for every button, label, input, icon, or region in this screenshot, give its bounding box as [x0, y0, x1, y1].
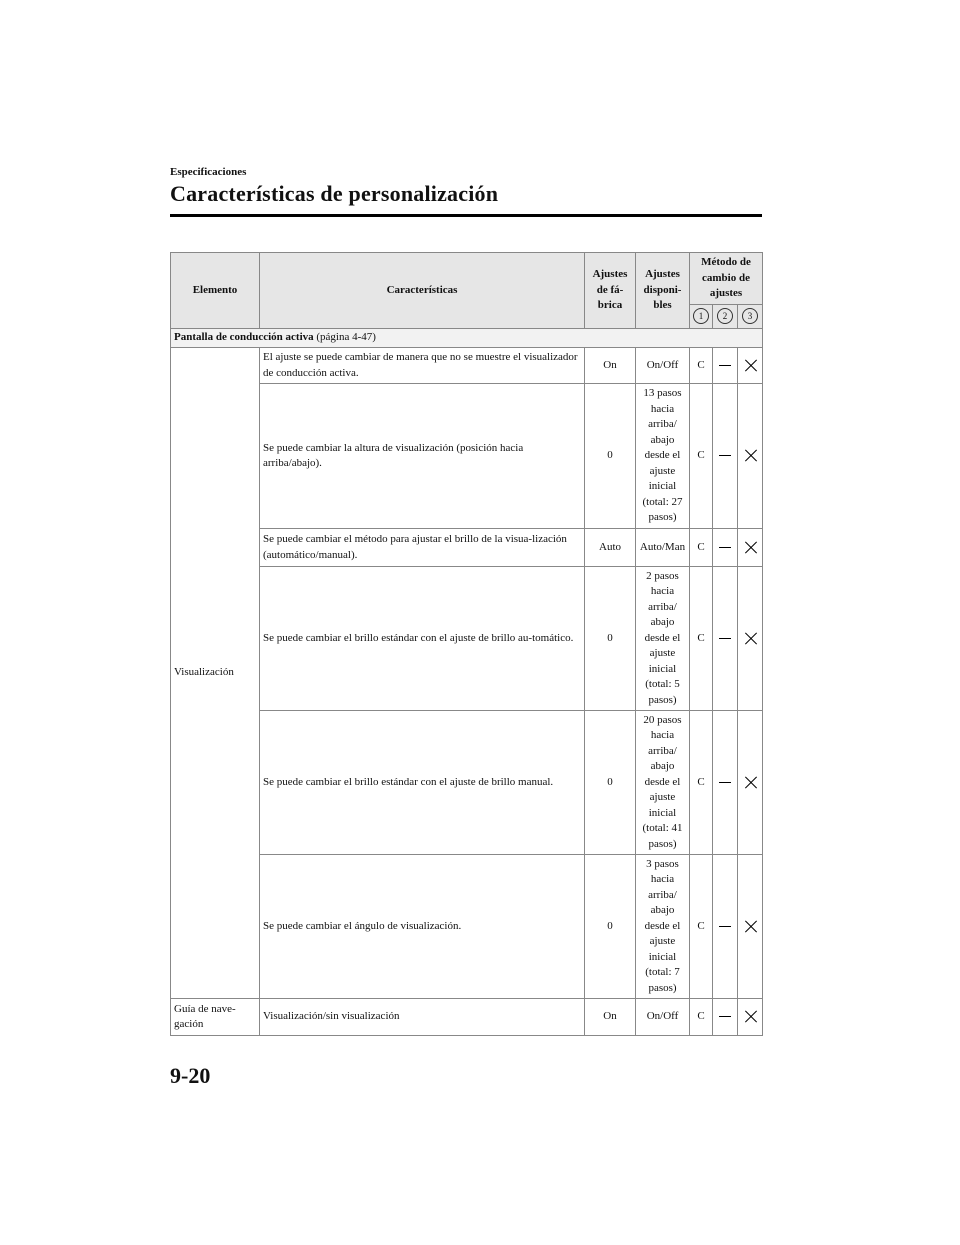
table-row — [171, 567, 763, 711]
header-element: Elemento — [171, 253, 260, 329]
header-available: Ajustes disponi-bles — [636, 253, 690, 329]
method-1-cell: C — [690, 384, 713, 529]
method-1-cell: C — [690, 999, 713, 1036]
method-2-cell — [713, 567, 738, 711]
available-cell: 13 pasos hacia arriba/ abajo desde el ajuste inicial (total: 27 pasos) — [636, 384, 690, 529]
method-2-cell — [713, 529, 738, 567]
dash-icon — [719, 782, 731, 783]
cross-icon — [744, 541, 757, 554]
feature-cell: Visualización/sin visualización — [260, 999, 585, 1036]
method-3-cell — [738, 384, 763, 529]
factory-cell: On — [585, 999, 636, 1036]
title-rule — [170, 214, 762, 217]
dash-icon — [719, 638, 731, 639]
dash-icon — [719, 455, 731, 456]
factory-cell: Auto — [585, 529, 636, 567]
table-row — [171, 348, 763, 384]
table-row — [171, 855, 763, 999]
available-cell: 3 pasos hacia arriba/ abajo desde el ajuste inicial (total: 7 pasos) — [636, 855, 690, 999]
dash-icon — [719, 1016, 731, 1017]
page-title: Características de personalización — [170, 181, 499, 206]
cross-icon — [744, 632, 757, 645]
method-3-cell — [738, 711, 763, 855]
dash-icon — [719, 365, 731, 366]
table-row — [171, 999, 763, 1036]
cross-icon — [744, 1010, 757, 1023]
available-cell: 20 pasos hacia arriba/ abajo desde el ajuste inicial (total: 41 pasos) — [636, 711, 690, 855]
circled-3-icon: 3 — [742, 308, 758, 324]
method-1-cell: C — [690, 567, 713, 711]
element-cell: Guía de nave-gación — [171, 999, 260, 1036]
method-1-cell: C — [690, 529, 713, 567]
dash-icon — [719, 547, 731, 548]
group-label: Visualización — [171, 348, 260, 999]
section-row — [171, 329, 763, 348]
method-3-cell — [738, 529, 763, 567]
factory-cell: 0 — [585, 855, 636, 999]
table-row — [171, 384, 763, 529]
method-3-cell — [738, 348, 763, 384]
feature-cell: Se puede cambiar el brillo estándar con el ajuste de brillo au-tomático. — [260, 567, 585, 711]
factory-cell: On — [585, 348, 636, 384]
available-cell: On/Off — [636, 999, 690, 1036]
feature-cell: Se puede cambiar el método para ajustar el brillo de la visua-lización (automático/manual). — [260, 529, 585, 567]
method-1-cell: C — [690, 855, 713, 999]
method-2-cell — [713, 711, 738, 855]
method-2-cell — [713, 348, 738, 384]
customization-table — [170, 252, 763, 1036]
available-cell: Auto/Man — [636, 529, 690, 567]
header-factory: Ajustes de fá-brica — [585, 253, 636, 329]
feature-cell: Se puede cambiar el brillo estándar con el ajuste de brillo manual. — [260, 711, 585, 855]
feature-cell: El ajuste se puede cambiar de manera que no se muestre el visualizador de conducción activa. — [260, 348, 585, 384]
factory-cell: 0 — [585, 384, 636, 529]
cross-icon — [744, 359, 757, 372]
page-number: 9-20 — [170, 1063, 211, 1088]
factory-cell: 0 — [585, 567, 636, 711]
method-2-cell — [713, 999, 738, 1036]
available-cell: 2 pasos hacia arriba/ abajo desde el ajuste inicial (total: 5 pasos) — [636, 567, 690, 711]
method-2-cell — [713, 855, 738, 999]
table-row — [171, 711, 763, 855]
method-col-2 — [713, 305, 738, 329]
method-3-cell — [738, 567, 763, 711]
circled-2-icon: 2 — [717, 308, 733, 324]
method-col-1 — [690, 305, 713, 329]
method-2-cell — [713, 384, 738, 529]
section-label: Especificaciones — [170, 166, 247, 178]
dash-icon — [719, 926, 731, 927]
cross-icon — [744, 920, 757, 933]
header-method: Método de cambio de ajustes — [690, 253, 763, 305]
method-3-cell — [738, 999, 763, 1036]
feature-cell: Se puede cambiar la altura de visualización (posición hacia arriba/abajo). — [260, 384, 585, 529]
cross-icon — [744, 449, 757, 462]
table-row — [171, 529, 763, 567]
feature-cell: Se puede cambiar el ángulo de visualización. — [260, 855, 585, 999]
cross-icon — [744, 776, 757, 789]
circled-1-icon: 1 — [693, 308, 709, 324]
header-features: Características — [260, 253, 585, 329]
factory-cell: 0 — [585, 711, 636, 855]
method-col-3 — [738, 305, 763, 329]
method-1-cell: C — [690, 711, 713, 855]
section-name: Pantalla de conducción activa — [174, 331, 314, 344]
section-ref: (página 4-47) — [316, 331, 376, 344]
method-1-cell: C — [690, 348, 713, 384]
available-cell: On/Off — [636, 348, 690, 384]
method-3-cell — [738, 855, 763, 999]
